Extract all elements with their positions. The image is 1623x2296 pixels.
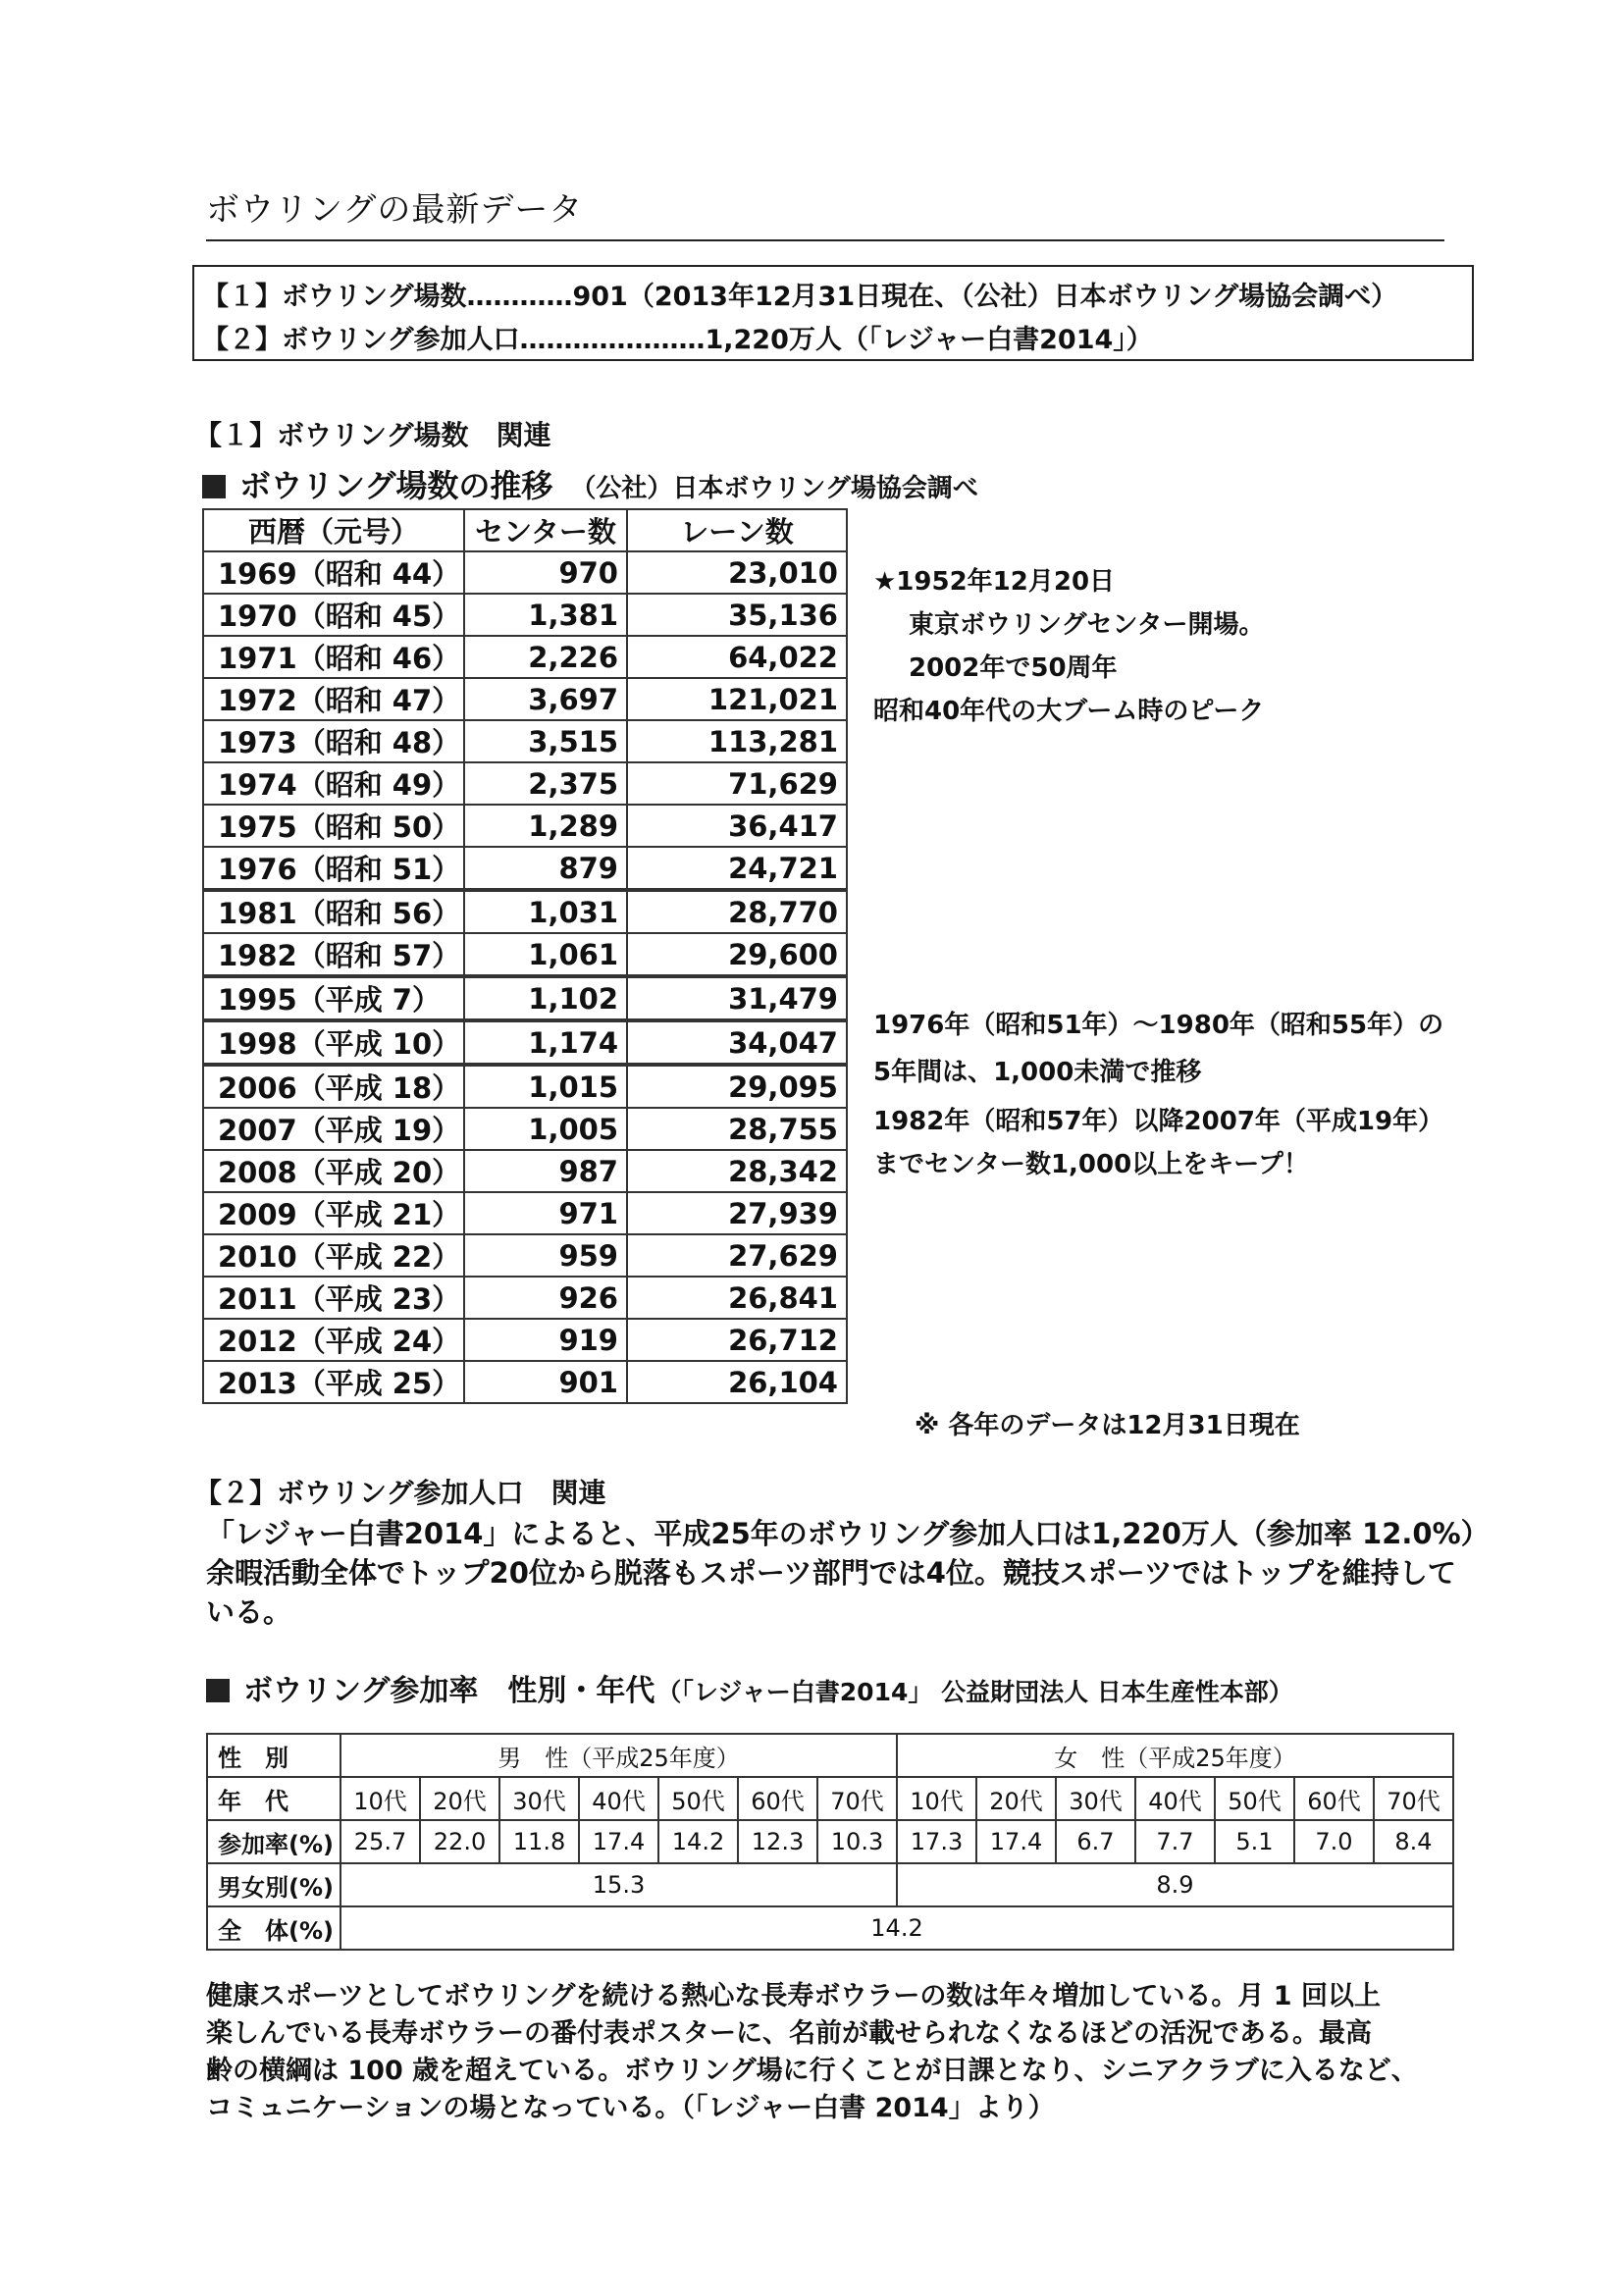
centers-cell: 926 <box>464 1277 627 1319</box>
centers-cell: 879 <box>464 847 627 890</box>
table-row <box>203 933 847 976</box>
closing-line-2: 楽しんでいる長寿ボウラーの番付表ポスターに、名前が載せられなくなるほどの活況である。最高 <box>206 2018 1372 2049</box>
summary-box <box>192 265 1474 361</box>
female-age-cell: 30代 <box>1056 1777 1135 1820</box>
year-cell: 1973（昭和 48） <box>203 720 464 762</box>
section2-source: （「レジャー白書2014」 公益財団法人 日本生産性本部） <box>656 1678 1293 1706</box>
rate-label: 参加率(%) <box>207 1820 340 1863</box>
table-row <box>203 1319 847 1361</box>
centers-cell: 1,015 <box>464 1065 627 1108</box>
gender-label: 性 別 <box>207 1734 340 1777</box>
section2-para-line3: いる。 <box>206 1595 292 1629</box>
lanes-cell: 27,629 <box>627 1234 847 1277</box>
year-cell: 2007（平成 19） <box>203 1108 464 1150</box>
section1-source: （公社）日本ボウリング場協会調べ <box>570 474 978 503</box>
centers-cell: 1,031 <box>464 890 627 933</box>
year-cell: 1970（昭和 45） <box>203 594 464 636</box>
table-row <box>203 1065 847 1108</box>
centers-cell: 919 <box>464 1319 627 1361</box>
page-title: ボウリングの最新データ <box>206 190 584 230</box>
lanes-cell: 113,281 <box>627 720 847 762</box>
square-bullet-icon <box>202 475 226 498</box>
centers-cell: 1,102 <box>464 976 627 1020</box>
year-cell: 2011（平成 23） <box>203 1277 464 1319</box>
table-row <box>203 551 847 594</box>
male-rate-cell: 14.2 <box>658 1820 738 1863</box>
rate-row <box>207 1820 1453 1863</box>
lanes-cell: 64,022 <box>627 636 847 678</box>
centers-header-row <box>203 509 847 551</box>
table-row <box>203 805 847 847</box>
lanes-cell: 23,010 <box>627 551 847 594</box>
lanes-cell: 28,755 <box>627 1108 847 1150</box>
section1-heading: 【１】ボウリング場数 関連 <box>194 419 551 451</box>
note-1982-2007: 1982年（昭和57年）以降2007年（平成19年） <box>873 1107 1444 1136</box>
year-cell: 1969（昭和 44） <box>203 551 464 594</box>
lanes-cell: 28,770 <box>627 890 847 933</box>
female-rate-cell: 17.4 <box>976 1820 1056 1863</box>
table-row <box>203 1192 847 1234</box>
female-total-cell: 8.9 <box>897 1863 1453 1906</box>
male-rate-cell: 12.3 <box>738 1820 817 1863</box>
table-row <box>203 1234 847 1277</box>
gender-row <box>207 1734 1453 1777</box>
note-peak: 昭和40年代の大ブーム時のピーク <box>873 697 1265 726</box>
table-row <box>203 847 847 890</box>
year-cell: 1972（昭和 47） <box>203 678 464 720</box>
centers-cell: 3,697 <box>464 678 627 720</box>
note-50th: 2002年で50周年 <box>909 653 1118 683</box>
table-row <box>203 1277 847 1319</box>
table-row <box>203 1108 847 1150</box>
year-cell: 1971（昭和 46） <box>203 636 464 678</box>
lanes-cell: 29,600 <box>627 933 847 976</box>
female-rate-cell: 7.7 <box>1135 1820 1215 1863</box>
closing-paragraph <box>206 1978 1482 2127</box>
lanes-cell: 36,417 <box>627 805 847 847</box>
lanes-cell: 34,047 <box>627 1020 847 1065</box>
section2-para-line1: 「レジャー白書2014」によると、平成25年のボウリング参加人口は1,220万人（参加率 12.0%） <box>206 1517 1490 1550</box>
title-rule <box>206 239 1444 241</box>
table-row <box>203 594 847 636</box>
summary-line-1: 【１】ボウリング場数…………901（2013年12月31日現在、（公社）日本ボウリング場協会調べ） <box>202 282 1398 312</box>
lanes-cell: 27,939 <box>627 1192 847 1234</box>
male-rate-cell: 11.8 <box>499 1820 579 1863</box>
table-row <box>203 762 847 805</box>
year-cell: 2008（平成 20） <box>203 1150 464 1192</box>
centers-cell: 3,515 <box>464 720 627 762</box>
female-rate-cell: 5.1 <box>1215 1820 1294 1863</box>
year-cell: 1982（昭和 57） <box>203 933 464 976</box>
table-row <box>203 1020 847 1065</box>
closing-line-4: コミュニケーションの場となっている。（「レジャー白書 2014」より） <box>206 2093 1055 2123</box>
centers-cell: 1,289 <box>464 805 627 847</box>
note-1952: ★1952年12月20日 <box>873 567 1116 597</box>
square-bullet-icon <box>206 1679 230 1702</box>
header-centers: センター数 <box>464 509 627 551</box>
male-age-cell: 40代 <box>579 1777 658 1820</box>
year-cell: 1995（平成 7） <box>203 976 464 1020</box>
lanes-cell: 29,095 <box>627 1065 847 1108</box>
female-age-cell: 20代 <box>976 1777 1056 1820</box>
overall-cell: 14.2 <box>340 1906 1453 1950</box>
section1-subheading <box>202 461 978 506</box>
female-age-cell: 40代 <box>1135 1777 1215 1820</box>
year-cell: 1981（昭和 56） <box>203 890 464 933</box>
note-under-1000: 5年間は、1,000未満で推移 <box>873 1058 1202 1087</box>
centers-cell: 987 <box>464 1150 627 1192</box>
female-age-cell: 70代 <box>1374 1777 1453 1820</box>
year-cell: 2006（平成 18） <box>203 1065 464 1108</box>
female-rate-cell: 8.4 <box>1374 1820 1453 1863</box>
centers-cell: 1,061 <box>464 933 627 976</box>
participation-table <box>206 1733 1454 1951</box>
female-age-cell: 50代 <box>1215 1777 1294 1820</box>
table-row <box>203 1150 847 1192</box>
male-rate-cell: 22.0 <box>420 1820 499 1863</box>
lanes-cell: 28,342 <box>627 1150 847 1192</box>
table-row <box>203 720 847 762</box>
lanes-cell: 26,104 <box>627 1361 847 1403</box>
section2-para-line2: 余暇活動全体でトップ20位から脱落もスポーツ部門では4位。競技スポーツではトップを維持して <box>206 1556 1456 1590</box>
age-row <box>207 1777 1453 1820</box>
section1-subheading-text: ボウリング場数の推移 <box>239 467 553 504</box>
female-rate-cell: 17.3 <box>897 1820 976 1863</box>
lanes-cell: 35,136 <box>627 594 847 636</box>
section2-heading: 【２】ボウリング参加人口 関連 <box>194 1477 606 1509</box>
table-row <box>203 976 847 1020</box>
note-tokyo-center: 東京ボウリングセンター開場。 <box>909 610 1265 640</box>
male-rate-cell: 17.4 <box>579 1820 658 1863</box>
age-label: 年 代 <box>207 1777 340 1820</box>
gender-total-label: 男女別(%) <box>207 1863 340 1906</box>
summary-line-2: 【２】ボウリング参加人口…………………1,220万人（「レジャー白書2014」） <box>202 325 1153 355</box>
centers-cell: 1,005 <box>464 1108 627 1150</box>
centers-cell: 1,174 <box>464 1020 627 1065</box>
header-lanes: レーン数 <box>627 509 847 551</box>
section2-subheading <box>206 1666 1293 1709</box>
centers-cell: 1,381 <box>464 594 627 636</box>
note-as-of: ※ 各年のデータは12月31日現在 <box>915 1411 1300 1440</box>
year-cell: 1998（平成 10） <box>203 1020 464 1065</box>
male-age-cell: 30代 <box>499 1777 579 1820</box>
table-row <box>203 1361 847 1403</box>
male-age-cell: 20代 <box>420 1777 499 1820</box>
year-cell: 1976（昭和 51） <box>203 847 464 890</box>
female-rate-cell: 6.7 <box>1056 1820 1135 1863</box>
male-rate-cell: 25.7 <box>340 1820 420 1863</box>
male-header: 男 性（平成25年度） <box>340 1734 897 1777</box>
table-row <box>203 678 847 720</box>
centers-cell: 2,375 <box>464 762 627 805</box>
header-year: 西暦（元号） <box>203 509 464 551</box>
male-rate-cell: 10.3 <box>817 1820 897 1863</box>
closing-line-3: 齢の横綱は 100 歳を超えている。ボウリング場に行くことが日課となり、シニアクラブに入るなど、 <box>206 2056 1418 2086</box>
note-1976-1980: 1976年（昭和51年）～1980年（昭和55年）の <box>873 1011 1444 1040</box>
female-rate-cell: 7.0 <box>1294 1820 1374 1863</box>
female-age-cell: 10代 <box>897 1777 976 1820</box>
male-age-cell: 70代 <box>817 1777 897 1820</box>
centers-cell: 959 <box>464 1234 627 1277</box>
overall-row <box>207 1906 1453 1950</box>
lanes-cell: 26,712 <box>627 1319 847 1361</box>
centers-cell: 971 <box>464 1192 627 1234</box>
male-age-cell: 10代 <box>340 1777 420 1820</box>
lanes-cell: 24,721 <box>627 847 847 890</box>
year-cell: 1975（昭和 50） <box>203 805 464 847</box>
table-row <box>203 636 847 678</box>
year-cell: 2012（平成 24） <box>203 1319 464 1361</box>
male-age-cell: 50代 <box>658 1777 738 1820</box>
centers-table <box>202 508 848 1404</box>
section2-subheading-text: ボウリング参加率 性別・年代 <box>243 1674 655 1708</box>
note-keep-1000: までセンター数1,000以上をキープ！ <box>873 1150 1309 1179</box>
year-cell: 1974（昭和 49） <box>203 762 464 805</box>
centers-cell: 970 <box>464 551 627 594</box>
lanes-cell: 121,021 <box>627 678 847 720</box>
lanes-cell: 31,479 <box>627 976 847 1020</box>
female-header: 女 性（平成25年度） <box>897 1734 1453 1777</box>
year-cell: 2013（平成 25） <box>203 1361 464 1403</box>
gender-total-row <box>207 1863 1453 1906</box>
male-age-cell: 60代 <box>738 1777 817 1820</box>
closing-line-1: 健康スポーツとしてボウリングを続ける熱心な長寿ボウラーの数は年々増加している。月 1 回以上 <box>206 1981 1381 2011</box>
table-row <box>203 890 847 933</box>
year-cell: 2009（平成 21） <box>203 1192 464 1234</box>
female-age-cell: 60代 <box>1294 1777 1374 1820</box>
centers-cell: 2,226 <box>464 636 627 678</box>
lanes-cell: 26,841 <box>627 1277 847 1319</box>
centers-cell: 901 <box>464 1361 627 1403</box>
year-cell: 2010（平成 22） <box>203 1234 464 1277</box>
overall-label: 全 体(%) <box>207 1906 340 1950</box>
lanes-cell: 71,629 <box>627 762 847 805</box>
male-total-cell: 15.3 <box>340 1863 897 1906</box>
